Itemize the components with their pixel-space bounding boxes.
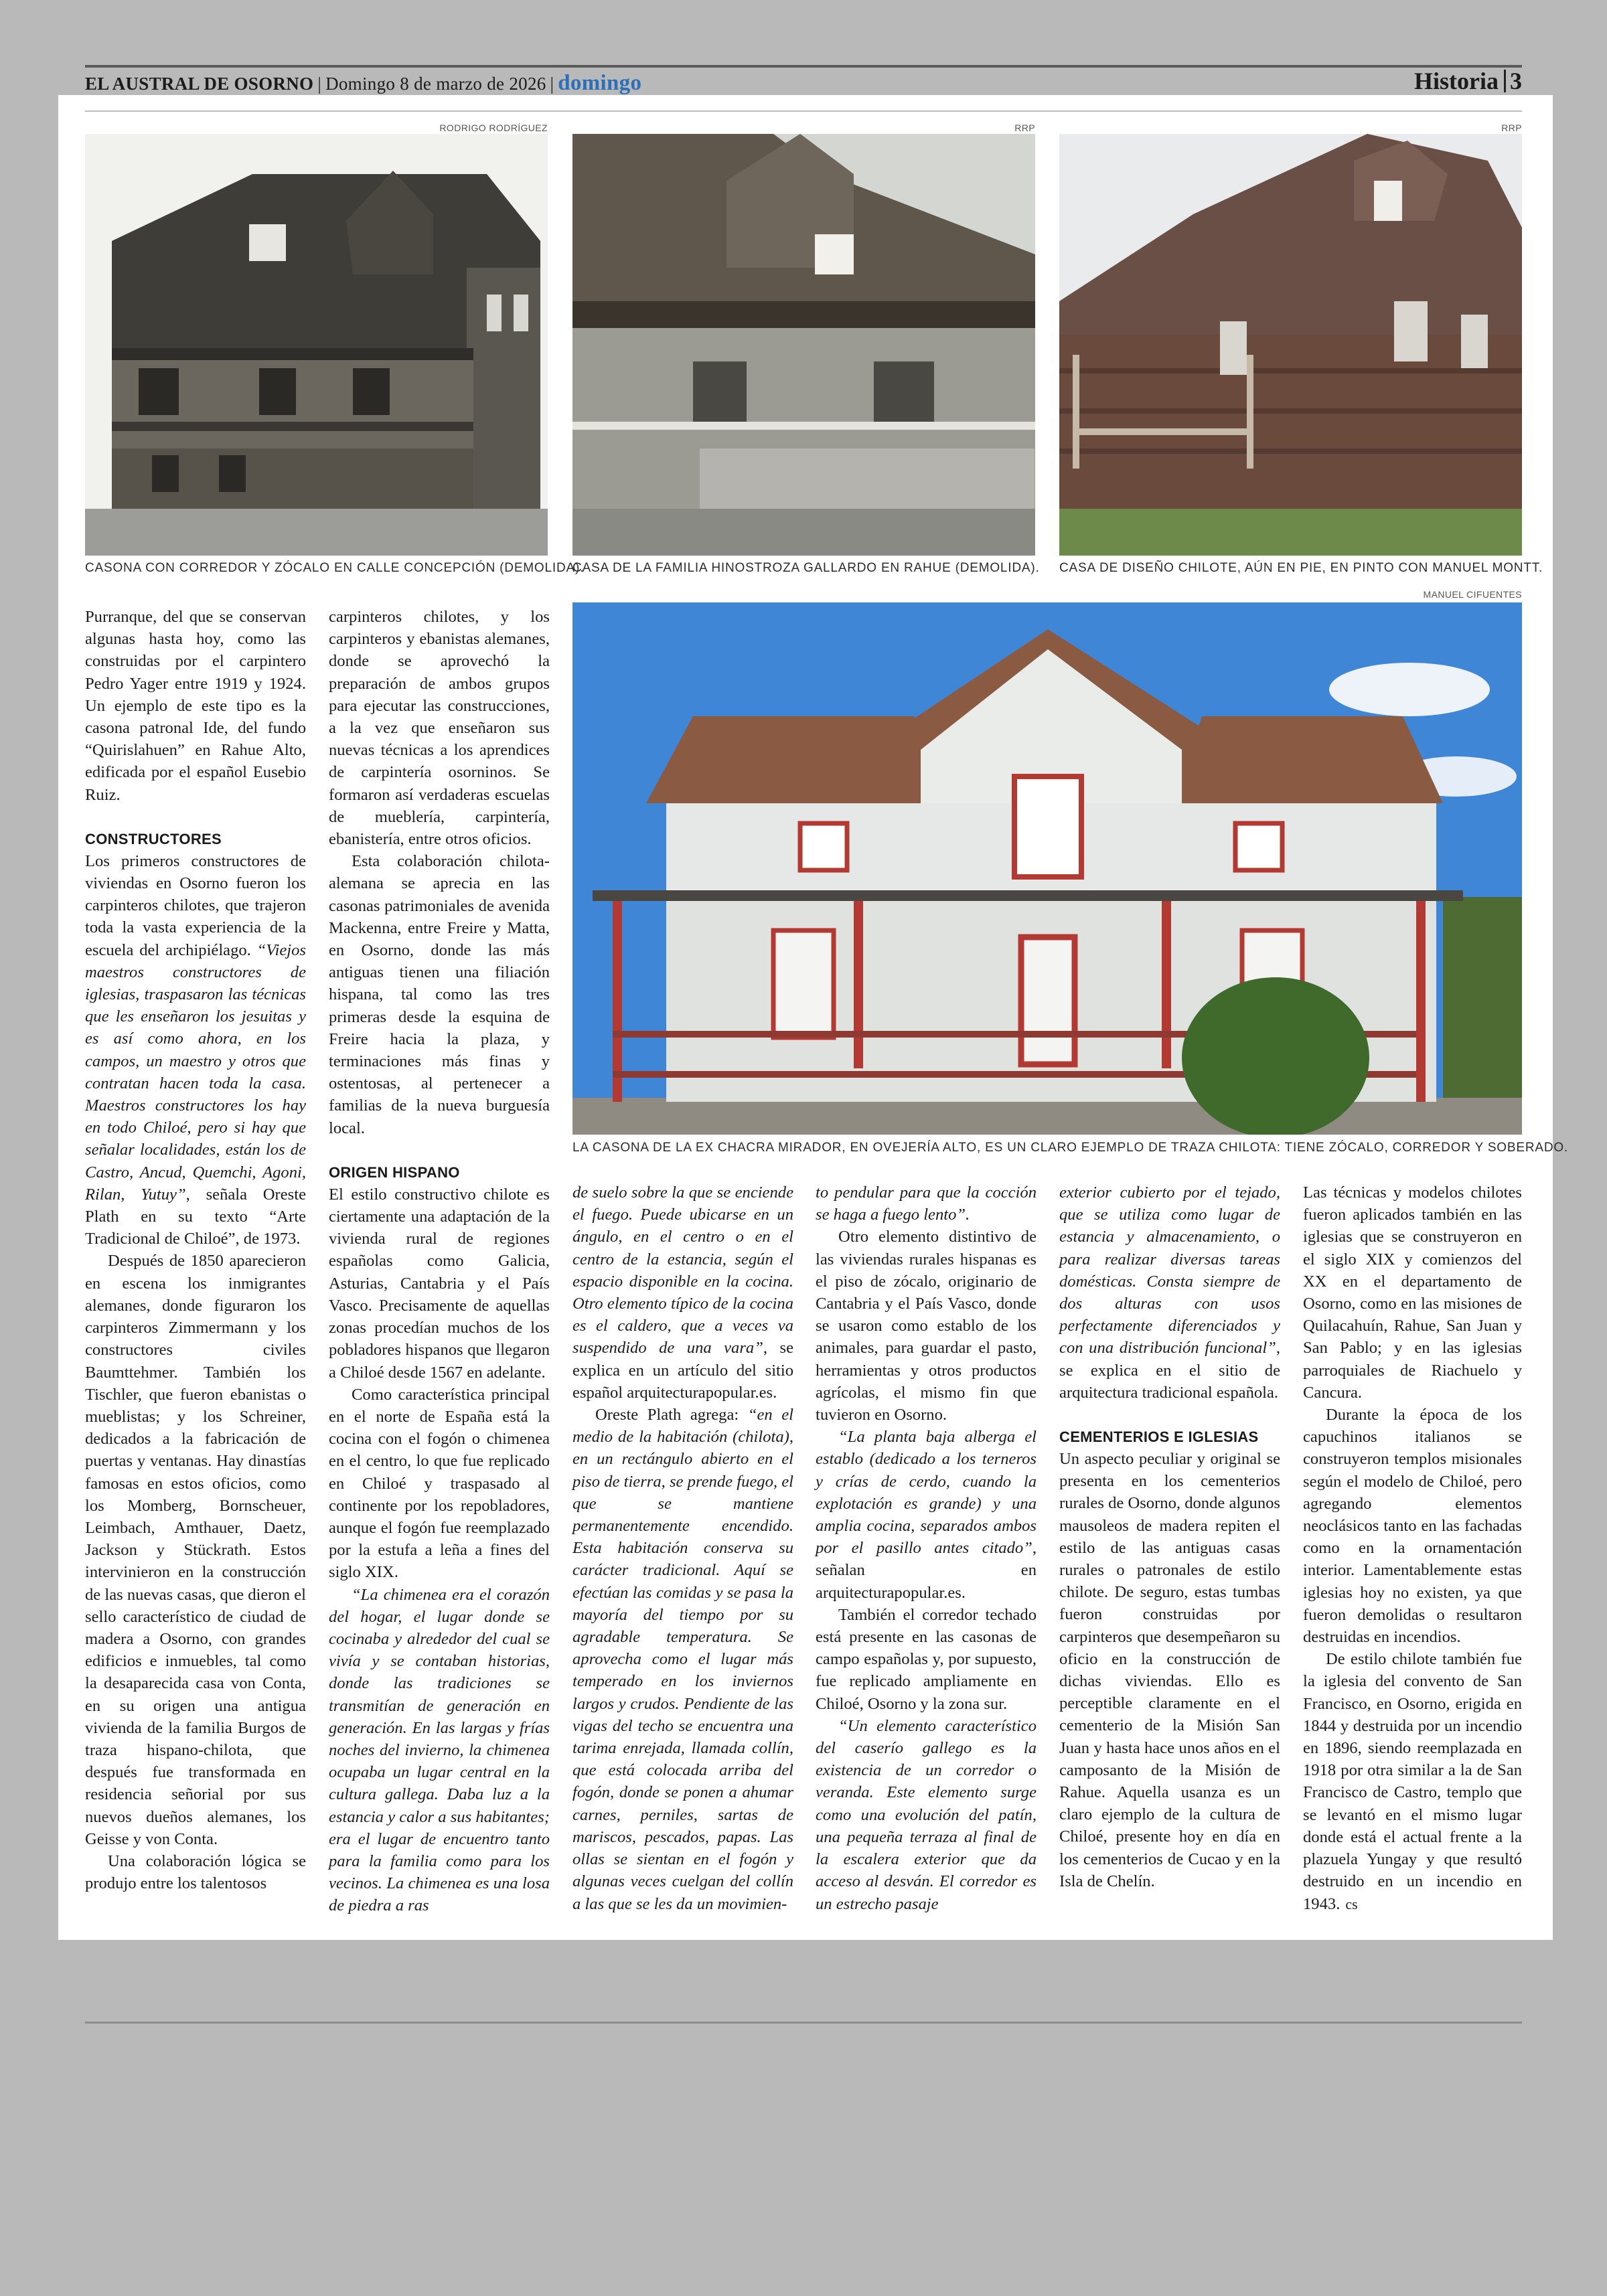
photo-caption: CASA DE DISEÑO CHILOTE, AÚN EN PIE, EN PINTO CON MANUEL MONTT. xyxy=(1059,561,1543,575)
page-top-rule xyxy=(85,110,1522,112)
quote: “Un elemento característico del caserío gallego es la existencia de un corredor o veranda. Este elemento surge como una evolución del patín, una pequeña terraza al final de la escalera exterior que da acceso al desván. El corredor es un estrecho pasaje xyxy=(816,1716,1037,1913)
masthead-separator: | xyxy=(550,74,554,94)
paragraph xyxy=(85,850,306,1250)
text-run: , se explica en el sitio de arquitectura tradicional española. xyxy=(1059,1339,1280,1402)
photo-casona-chacra-mirador xyxy=(572,602,1522,1135)
article-column-1 xyxy=(85,606,306,1894)
text-run: , se explica en un artículo del sitio español arquitecturapopular.es. xyxy=(572,1339,793,1402)
article-column-2 xyxy=(329,606,550,1917)
quote: “La planta baja alberga el establo (dedicado a los terneros y crías de cerdo, cuando la explotación es grande) y una amplia cocina, separados ambos por el pasillo antes citado” xyxy=(816,1428,1037,1558)
quote: “Viejos maestros constructores de iglesias, traspasaron las técnicas que les enseñaron los jesuitas y es así como ahora, en los campos, un maestro y otros que contratan hacen toda la casa. Maestros constructores los hay en todo Chiloé, pero si hay que señalar localidades, están los de Castro, Ancud, Quemchi, Agoni, Rilan, Yutuy” xyxy=(85,940,306,1204)
house-photo-3 xyxy=(1059,134,1522,556)
page-bottom-rule xyxy=(85,2022,1522,2024)
paragraph: Después de 1850 aparecieron en escena los inmigrantes alemanes, donde figuraron los carpinteros Zimmermann y los constructores civiles Baumttehmer. También los Tischler, que fueron ebanistas o mueblistas; y los Schreiner, dedicados a la fabricación de puertas y ventanas. Hay dinastías famosas en estos oficios, como los Momberg, Bornscheuer, Leimbach, Amthauer, Daetz, Jackson y Stückrath. Estos intervinieron en la construcción de las nuevas casas, que dieron el sello característico de ciudad de madera a Osorno, con grandes edificios e inmuebles, tal como la desaparecida casa von Conta, en su origen una antigua vivienda de la familia Burgos de traza hispano-chilota, que después fue transformada en residencia señorial por sus nuevos dueños alemanes, los Geisse y von Conta. xyxy=(85,1252,306,1848)
paragraph: Una colaboración lógica se produjo entre los talentosos xyxy=(85,1852,306,1893)
article-column-3 xyxy=(572,1181,793,1915)
end-mark: cs xyxy=(1345,1895,1358,1912)
paragraph: Un aspecto peculiar y original se presenta en los cementerios rurales de Osorno, donde algunos mausoleos de madera repiten el estilo de las antiguas casas rurales o patronales de estilo chilote. De seguro, estas tumbas fueron construidas por carpinteros que desempeñaron su oficio en la construcción de dichas viviendas. Ello es perceptible claramente en el cementerio de la Misión San Juan y hasta hace unos años en el camposanto de la Misión de Rahue. Aquella usanza es un claro ejemplo de la cultura de Chiloé, presente hoy en día en los cementerios de Cucao y en la Isla de Chelín. xyxy=(1059,1450,1280,1890)
photo-credit: RRP xyxy=(1014,122,1035,133)
publication-date: Domingo 8 de marzo de 2026 xyxy=(325,74,546,94)
paragraph: Las técnicas y modelos chilotes fueron aplicados también en las iglesias que se construyeron en el siglo XIX y comienzos del XX en el departamento de Osorno, como en las misiones de Quilacahuín, Rahue, San Juan y San Pablo; y en las iglesias parroquiales de Riachuelo y Cancura. xyxy=(1303,1183,1522,1402)
supplement-brand: domingo xyxy=(558,71,642,95)
photo-caption: LA CASONA DE LA EX CHACRA MIRADOR, EN OVEJERÍA ALTO, ES UN CLARO EJEMPLO DE TRAZA CHILOTA: TIENE ZÓCALO, CORREDOR Y SOBERADO. xyxy=(572,1141,1569,1155)
text-run: , señala Oreste Plath en su texto “Arte Tradicional de Chiloé”, de 1973. xyxy=(85,1185,306,1248)
article-column-6 xyxy=(1303,1181,1522,1915)
photo-caption: CASONA CON CORREDOR Y ZÓCALO EN CALLE CONCEPCIÓN (DEMOLIDA). xyxy=(85,561,585,575)
house-photo-2 xyxy=(572,134,1035,556)
masthead-separator: | xyxy=(317,74,322,94)
photo-casona-concepcion xyxy=(85,134,548,556)
photo-credit: RRP xyxy=(1501,122,1522,133)
paragraph: Otro elemento distintivo de las viviendas rurales hispanas es el piso de zócalo, originario de Cantabria y el País Vasco, donde se usaron como establo de los animales, para guardar el pasto, herramientas y otros productos agrícolas, el mismo fin que tuvieron en Osorno. xyxy=(816,1228,1037,1424)
photo-casa-pinto xyxy=(1059,134,1522,556)
text-run: , señalan en arquitecturapopular.es. xyxy=(816,1539,1037,1602)
masthead xyxy=(85,71,641,96)
subheading-constructores: CONSTRUCTORES xyxy=(85,830,222,847)
photo-caption: CASA DE LA FAMILIA HINOSTROZA GALLARDO EN RAHUE (DEMOLIDA). xyxy=(572,561,1040,575)
paragraph: carpinteros chilotes, y los carpinteros y ebanistas alemanes, donde se aprovechó la preparación de ambos grupos para ejecutar las construcciones, a la vez que enseñaron sus nuevas técnicas a los aprendices de carpintería osorninos. Se formaron así verdaderas escuelas de mueblería, carpintería, ebanistería, entre otros oficios. xyxy=(329,608,550,849)
paragraph xyxy=(1303,1648,1522,1914)
page-number: 3 xyxy=(1510,68,1522,94)
paragraph: Durante la época de los capuchinos italianos se construyeron templos misionales según el modelo de Chiloé, pero agregando elementos neoclásicos tanto en las fachadas como en la ornamentación interior. Lamentablemente estas iglesias hoy no existen, ya que fueron demolidas o resultaron destruidas en incendios. xyxy=(1303,1406,1522,1647)
house-photo-1 xyxy=(85,134,548,556)
section-heading xyxy=(1414,67,1522,95)
paragraph: También el corredor techado está presente en las casonas de campo españolas y, por supuesto, fue replicado ampliamente en Chiloé, Osorno y la zona sur. xyxy=(816,1605,1037,1713)
paragraph: Como característica principal en el norte de España está la cocina con el fogón o chimenea en el centro, lo que fue replicado en Chiloé y traspasado al continente por los repobladores, aunque el fogón fue reemplazado por la estufa a leña a fines del siglo XIX. xyxy=(329,1385,550,1582)
house-photo-4 xyxy=(572,602,1522,1135)
paragraph: Esta colaboración chilota-alemana se aprecia en las casonas patrimoniales de avenida Mackenna, entre Freire y Matta, en Osorno, donde las más antiguas tienen una filiación hispana, tal como las tres primeras desde la esquina de Freire hacia la plaza, y terminaciones más finas y ostentosas, al pertenecer a familias de la nueva burguesía local. xyxy=(329,852,550,1137)
quote: “en el medio de la habitación (chilota), en un rectángulo abierto en el piso de tierra, se prende fuego, el que se mantiene permanentemente encendido. Esta habitación conserva su carácter tradicional. Aquí se efectúan las comidas y se pasa la mayoría del tiempo por su agradable temperatura. Se aprovecha como el lugar más temperado en los inviernos largos y crudos. Pendiente de las vigas del techo se encuentra una tarima enrejada, llamada collín, que está colocada arriba del fogón, donde se ponen a ahumar carnes, perniles, sartas de mariscos, pescados, papas. Las ollas se sientan en el fogón y algunas veces cuelgan del collín a las que se les da un movimien- xyxy=(572,1406,793,1913)
paragraph xyxy=(816,1426,1037,1604)
quote: to pendular para que la cocción se haga a fuego lento”. xyxy=(816,1183,1037,1224)
subheading-origen-hispano: ORIGEN HISPANO xyxy=(329,1163,460,1181)
article-column-5 xyxy=(1059,1181,1280,1892)
article-column-4 xyxy=(816,1181,1037,1915)
section-name: Historia xyxy=(1414,68,1499,94)
paragraph: Purranque, del que se conservan algunas hasta hoy, como las construidas por el carpintero Pedro Yager entre 1919 y 1924. Un ejemplo de este tipo es la casona patronal Ide, del fundo “Quirislahuen” en Rahue Alto, edificada por el español Eusebio Ruiz. xyxy=(85,608,306,804)
paragraph xyxy=(816,1181,1037,1226)
quote: de suelo sobre la que se enciende el fuego. Puede ubicarse en un ángulo, en el centro o en el centro de la estancia, según el espacio disponible en la cocina. Otro elemento típico de la cocina es el caldero, que a veces va suspendido de una vara” xyxy=(572,1183,793,1358)
section-divider xyxy=(1504,70,1506,92)
quote: exterior cubierto por el tejado, que se utiliza como lugar de estancia y almacenamiento, o para realizar diversas tareas domésticas. Consta siempre de dos alturas con usos perfectamente diferenciados y con una distribución funcional” xyxy=(1059,1183,1280,1358)
paragraph xyxy=(572,1181,793,1404)
text-run: Oreste Plath agrega: xyxy=(595,1406,748,1424)
page-header xyxy=(85,67,1522,95)
photo-casa-hinostroza xyxy=(572,134,1035,556)
photo-credit: RODRIGO RODRÍGUEZ xyxy=(439,122,548,133)
paragraph xyxy=(572,1404,793,1915)
text-run: Los primeros constructores de viviendas en Osorno fueron los carpinteros chilotes, que trajeron toda la vasta experiencia de la escuela del archipiélago. xyxy=(85,851,306,959)
text-run: De estilo chilote también fue la iglesia del convento de San Francisco, en Osorno, erigida en 1844 y destruida por un incendio en 1896, siendo reemplazada en 1918 por otra similar a la de San Francisco de Castro, templo que se levantó en el mismo lugar donde está el actual frente a la plazuela Yungay y que resultó destruido en un incendio en 1943. xyxy=(1303,1650,1522,1913)
subheading-cementerios: CEMENTERIOS E IGLESIAS xyxy=(1059,1428,1259,1446)
paragraph xyxy=(329,1584,550,1917)
paragraph xyxy=(816,1715,1037,1915)
quote: “La chimenea era el corazón del hogar, el lugar donde se cocinaba y alrededor del cual se vivía y se contaban historias, donde las tradiciones se transmitían de generación en generación. En las largas y frías noches del invierno, la chimenea ocupaba un lugar central en la cultura gallega. Daba luz a la estancia y calor a sus habitantes; era el lugar de encuentro tanto para la familia como para los vecinos. La chimenea es una losa de piedra a ras xyxy=(329,1585,550,1915)
photo-credit: MANUEL CIFUENTES xyxy=(1423,589,1522,600)
paragraph xyxy=(1059,1181,1280,1404)
newspaper-name: EL AUSTRAL DE OSORNO xyxy=(85,74,314,94)
paragraph: El estilo constructivo chilote es ciertamente una adaptación de la vivienda rural de regiones españolas como Galicia, Asturias, Cantabria y el País Vasco. Precisamente de aquellas zonas procedían muchos de los pobladores hispanos que llegaron a Chiloé desde 1567 en adelante. xyxy=(329,1185,550,1382)
